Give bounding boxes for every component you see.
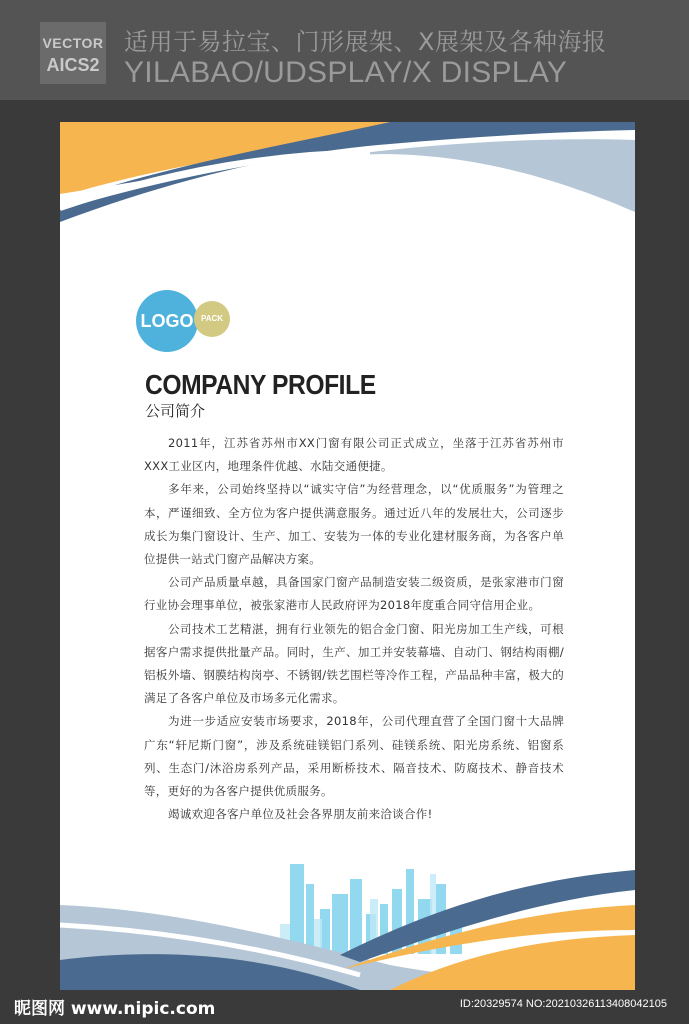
bottom-wave-decoration: [60, 850, 635, 990]
paragraph: 竭诚欢迎各客户单位及社会各界朋友前来洽谈合作!: [168, 807, 433, 822]
header-title-cn: 适用于易拉宝、门形展架、X展架及各种海报: [124, 28, 607, 56]
badge-line-2: AICS2: [46, 55, 100, 75]
profile-body: [144, 432, 564, 826]
top-wave-decoration: [60, 122, 635, 262]
paragraph: 为进一步适应安装市场要求，2018年，公司代理直营了全国门窗十大品牌广东“轩尼斯门窗”，涉及系统硅镁铝门系列、硅镁系统、阳光房系统、铝窗系列、生态门/沐浴房系列产品，采用断桥技术、隔音技术、防腐技术、静音技术等，更好的为各客户提供优质服务。: [144, 714, 564, 799]
paragraph: 2011年，江苏省苏州市XX门窗有限公司正式成立，坐落于江苏省苏州市XXX工业区内，地理条件优越、水陆交通便捷。: [144, 436, 564, 474]
poster: [60, 122, 635, 990]
paragraph: 公司产品质量卓越，具备国家门窗产品制造安装二级资质，是张家港市门窗行业协会理事单位，被张家港市人民政府评为2018年度重合同守信用企业。: [144, 575, 564, 613]
watermark-id: ID:20329574 NO:20210326113408042105: [459, 998, 667, 1010]
logo: LOGO: [136, 290, 198, 352]
watermark-site: 昵图网 www.nipic.com: [14, 999, 216, 1019]
header-title-en: YILABAO/UDSPLAY/X DISPLAY: [124, 56, 568, 89]
vector-badge: [40, 22, 106, 84]
paragraph: 多年来，公司始终坚持以“诚实守信”为经营理念，以“优质服务”为管理之本，严谨细致、全方位为客户提供满意服务。通过近八年的发展壮大，公司逐步成长为集门窗设计、生产、加工、安装为一体的专业化建材服务商，为各客户单位提供一站式门窗产品解决方案。: [144, 482, 564, 567]
badge-line-1: VECTOR: [42, 35, 104, 51]
paragraph: 公司技术工艺精湛，拥有行业领先的铝合金门窗、阳光房加工生产线，可根据客户需求提供批量产品。同时，生产、加工并安装幕墙、自动门、钢结构雨棚/铝板外墙、钢膜结构岗亭、不锈钢/铁艺围栏等冷作工程，产品品种丰富，极大的满足了各客户单位及市场多元化需求。: [144, 621, 564, 706]
watermark-header: [0, 0, 689, 100]
profile-subtitle: 公司简介: [145, 402, 206, 420]
logo-pack-badge: PACK: [194, 301, 230, 337]
profile-title: COMPANY PROFILE: [145, 369, 376, 400]
